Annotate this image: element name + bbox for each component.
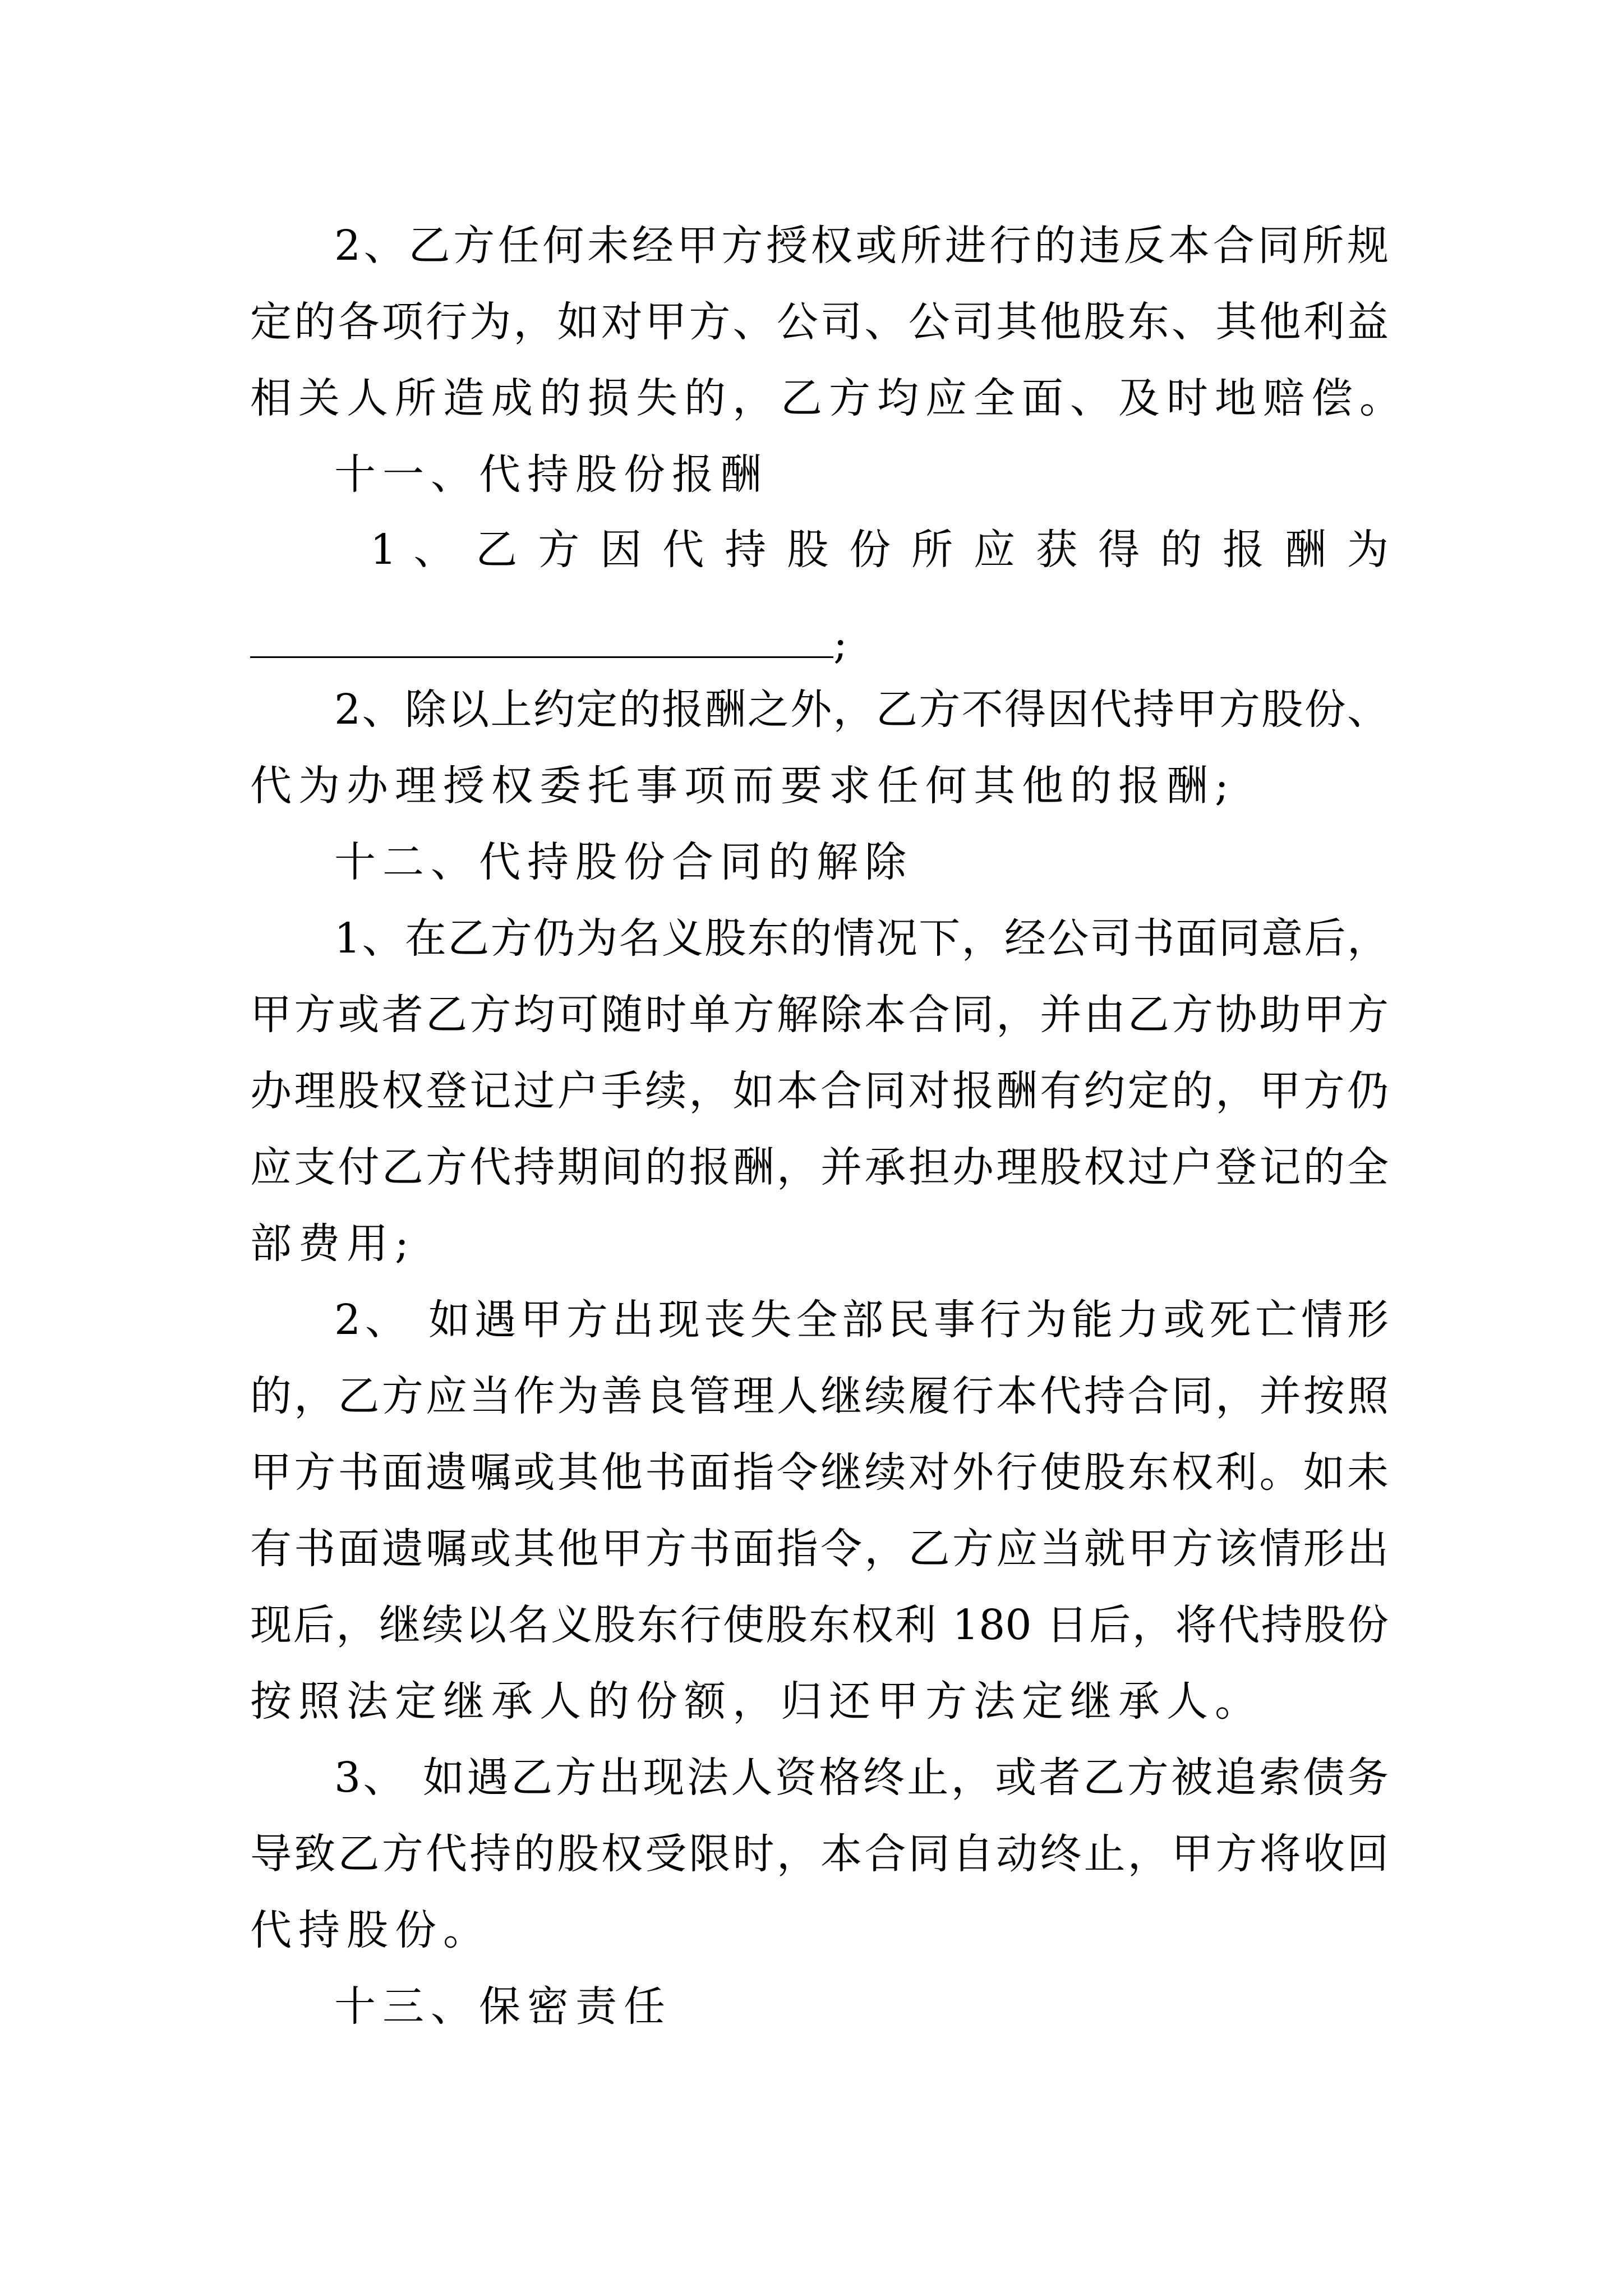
section-heading: 十二、代持股份合同的解除 bbox=[334, 838, 913, 886]
paragraph-line: 相关人所造成的损失的，乙方均应全面、及时地赔偿。 bbox=[250, 374, 1408, 422]
paragraph-line: 办理股权登记过户手续，如本合同对报酬有约定的，甲方仍 bbox=[250, 1067, 1389, 1115]
paragraph-line: 3、 如遇乙方出现法人资格终止，或者乙方被追索债务 bbox=[334, 1754, 1389, 1802]
paragraph-line: 2、 如遇甲方出现丧失全部民事行为能力或死亡情形 bbox=[334, 1296, 1389, 1344]
section-heading: 十一、代持股份报酬 bbox=[334, 450, 768, 499]
paragraph-line: 2、乙方任何未经甲方授权或所进行的违反本合同所规 bbox=[334, 222, 1389, 270]
blank-terminator: ; bbox=[833, 620, 847, 668]
paragraph-line: 1 、 乙 方 因 代 持 股 份 所 应 获 得 的 报 酬 为 bbox=[370, 526, 1389, 574]
paragraph-line: 代为办理授权委托事项而要求任何其他的报酬; bbox=[250, 762, 1235, 810]
paragraph-line: 定的各项行为，如对甲方、公司、公司其他股东、其他利益 bbox=[250, 298, 1389, 346]
paragraph-line: 甲方书面遗嘱或其他书面指令继续对外行使股东权利。如未 bbox=[250, 1448, 1389, 1497]
fill-in-blank bbox=[250, 616, 847, 672]
paragraph-line: 甲方或者乙方均可随时单方解除本合同，并由乙方协助甲方 bbox=[250, 991, 1389, 1039]
section-heading: 十三、保密责任 bbox=[334, 1982, 672, 2031]
paragraph-line: 2、除以上约定的报酬之外，乙方不得因代持甲方股份、 bbox=[334, 685, 1389, 734]
paragraph-line: 导致乙方代持的股权受限时，本合同自动终止，甲方将收回 bbox=[250, 1830, 1389, 1878]
blank-underline bbox=[250, 616, 833, 658]
paragraph-line: 1、在乙方仍为名义股东的情况下，经公司书面同意后， bbox=[334, 914, 1389, 963]
paragraph-line: 现后，继续以名义股东行使股东权利 180 日后，将代持股份 bbox=[250, 1601, 1389, 1649]
paragraph-line: 有书面遗嘱或其他甲方书面指令，乙方应当就甲方该情形出 bbox=[250, 1525, 1389, 1573]
paragraph-line: 的，乙方应当作为善良管理人继续履行本代持合同，并按照 bbox=[250, 1372, 1389, 1420]
paragraph-line: 应支付乙方代持期间的报酬，并承担办理股权过户登记的全 bbox=[250, 1143, 1389, 1191]
paragraph-line: 部费用; bbox=[250, 1220, 416, 1268]
paragraph-line: 代持股份。 bbox=[250, 1906, 491, 1954]
paragraph-line: 按照法定继承人的份额，归还甲方法定继承人。 bbox=[250, 1677, 1263, 1726]
